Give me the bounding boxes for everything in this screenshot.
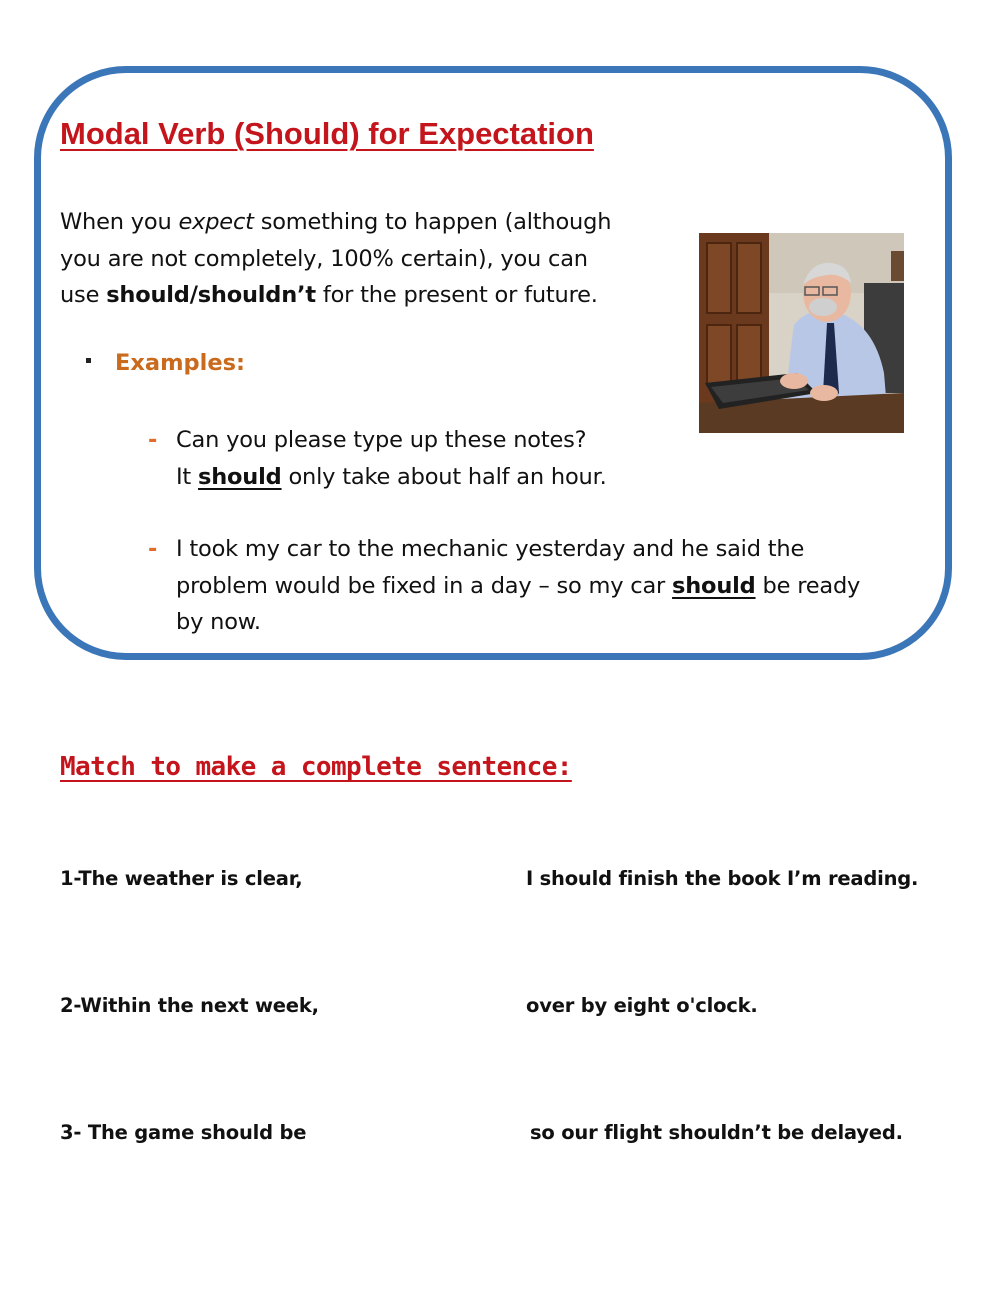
match-section-title: Match to make a complete sentence: (60, 752, 572, 782)
intro-bold: should/shouldn’t (106, 282, 316, 308)
example-keyword: should (198, 463, 282, 490)
page-title: Modal Verb (Should) for Expectation (60, 116, 594, 151)
match-right-3[interactable]: so our flight shouldn’t be delayed. (530, 1121, 903, 1144)
example-text: I took my car to the mechanic yesterday and he said the (176, 536, 805, 562)
match-left-1[interactable]: 1-The weather is clear, (60, 867, 303, 890)
intro-text: something to happen (although (253, 209, 612, 235)
example-text: Can you please type up these notes? (176, 427, 587, 453)
example-text: It (176, 463, 199, 490)
example-item-1 (148, 422, 607, 495)
man-typing-photo (699, 233, 904, 433)
example-text: by now. (176, 609, 261, 635)
example-text: problem would be fixed in a day – so my car (176, 572, 673, 599)
bullet-square-icon (86, 358, 91, 363)
examples-label (86, 350, 245, 376)
examples-heading: Examples: (115, 350, 245, 376)
intro-text: you are not completely, 100% certain), you can (60, 245, 588, 272)
intro-text: When you (60, 209, 179, 235)
match-right-2[interactable]: over by eight o'clock. (526, 994, 758, 1017)
example-item-2 (148, 531, 860, 641)
intro-text: for the present or future. (315, 282, 598, 308)
dash-bullet: - (148, 427, 158, 453)
photo-illustration (699, 233, 904, 433)
intro-paragraph (60, 204, 670, 314)
dash-bullet: - (148, 536, 158, 562)
match-left-2[interactable]: 2-Within the next week, (60, 994, 319, 1017)
example-text: be ready (755, 572, 861, 599)
intro-text: use (60, 282, 107, 308)
example-keyword: should (672, 572, 756, 599)
example-text: only take about half an hour. (281, 463, 607, 490)
match-right-1[interactable]: I should finish the book I’m reading. (526, 867, 919, 890)
intro-emphasis: expect (178, 209, 254, 235)
match-left-3[interactable]: 3- The game should be (60, 1121, 307, 1144)
